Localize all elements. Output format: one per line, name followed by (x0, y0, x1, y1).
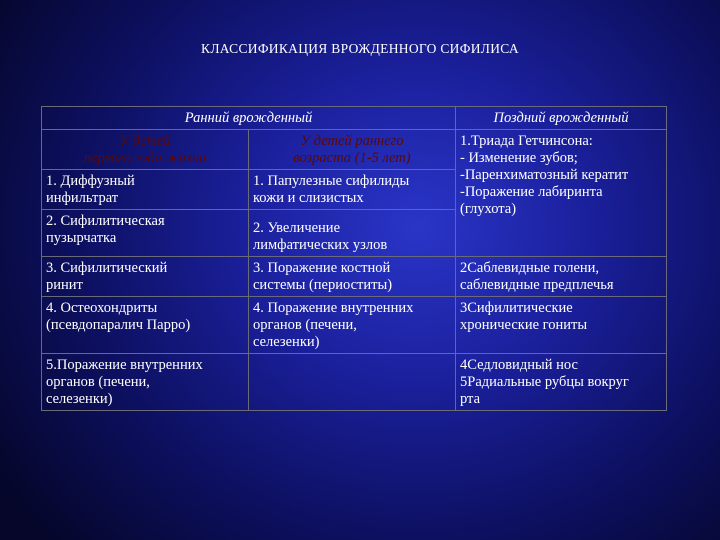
header-early-congenital: Ранний врожденный (42, 107, 456, 130)
cell-line: селезенки) (46, 391, 113, 407)
header-late-congenital: Поздний врожденный (456, 107, 667, 130)
cell-line: (глухота) (460, 201, 517, 217)
cell-line: 5.Поражение внутренних (46, 357, 203, 373)
cell-line: - Изменение зубов; (460, 150, 578, 166)
cell-line: селезенки) (253, 334, 320, 350)
table-row (42, 297, 667, 354)
cell-line: 4. Остеохондриты (46, 300, 158, 316)
early-item-1 (249, 170, 456, 210)
late-item-saddle-nose (456, 354, 667, 411)
cell-line: 3Сифилитические (460, 300, 573, 316)
cell-line: кожи и слизистых (253, 190, 364, 206)
subheader-line: У детей раннего (300, 133, 404, 149)
cell-line: 5Радиальные рубцы вокруг (460, 374, 629, 390)
classification-table (41, 106, 667, 411)
cell-line: 3. Сифилитический (46, 260, 168, 276)
early-item-3 (249, 257, 456, 297)
infant-item-4 (42, 297, 249, 354)
cell-line: лимфатических узлов (253, 237, 388, 253)
cell-line: 1.Триада Гетчинсона: (460, 133, 593, 149)
infant-item-5 (42, 354, 249, 411)
cell-line: 4Седловидный нос (460, 357, 578, 373)
late-item-saber-shins (456, 257, 667, 297)
cell-line: 2Саблевидные голени, (460, 260, 600, 276)
subheader-line: возраста (1-5 лет) (293, 150, 411, 166)
infant-item-3 (42, 257, 249, 297)
subheader-infants (42, 130, 249, 170)
infant-item-2 (42, 210, 249, 257)
table-row (42, 107, 667, 130)
cell-line: саблевидные предплечья (460, 277, 614, 293)
slide-title: КЛАССИФИКАЦИЯ ВРОЖДЕННОГО СИФИЛИСА (201, 41, 519, 56)
cell-line: 4. Поражение внутренних (253, 300, 414, 316)
late-item-gonitis (456, 297, 667, 354)
early-item-2 (249, 210, 456, 257)
cell-line: инфильтрат (46, 190, 119, 206)
subheader-line: У детей (119, 133, 171, 149)
early-item-4 (249, 297, 456, 354)
cell-line: 3. Поражение костной (253, 260, 391, 276)
cell-line: ринит (46, 277, 83, 293)
cell-line: системы (периоститы) (253, 277, 393, 293)
subheader-early-age (249, 130, 456, 170)
cell-line: -Поражение лабиринта (460, 184, 603, 200)
cell-line: 1. Папулезные сифилиды (253, 173, 410, 189)
table-row (42, 130, 667, 170)
cell-line: органов (печени, (253, 317, 357, 333)
infant-item-1 (42, 170, 249, 210)
cell-line: хронические гониты (460, 317, 588, 333)
subheader-line: первого года жизни (83, 150, 207, 166)
cell-line: рта (460, 391, 481, 407)
cell-line: органов (печени, (46, 374, 150, 390)
cell-line: (псевдопаралич Парро) (46, 317, 191, 333)
cell-line: 2. Сифилитическая (46, 213, 165, 229)
cell-line: 1. Диффузный (46, 173, 135, 189)
late-item-hutchinson-triad (456, 130, 667, 257)
empty-cell (249, 354, 456, 411)
cell-line: -Паренхиматозный кератит (460, 167, 629, 183)
cell-line: 2. Увеличение (253, 220, 341, 236)
cell-line: пузырчатка (46, 230, 117, 246)
table-row (42, 354, 667, 411)
table-row (42, 257, 667, 297)
